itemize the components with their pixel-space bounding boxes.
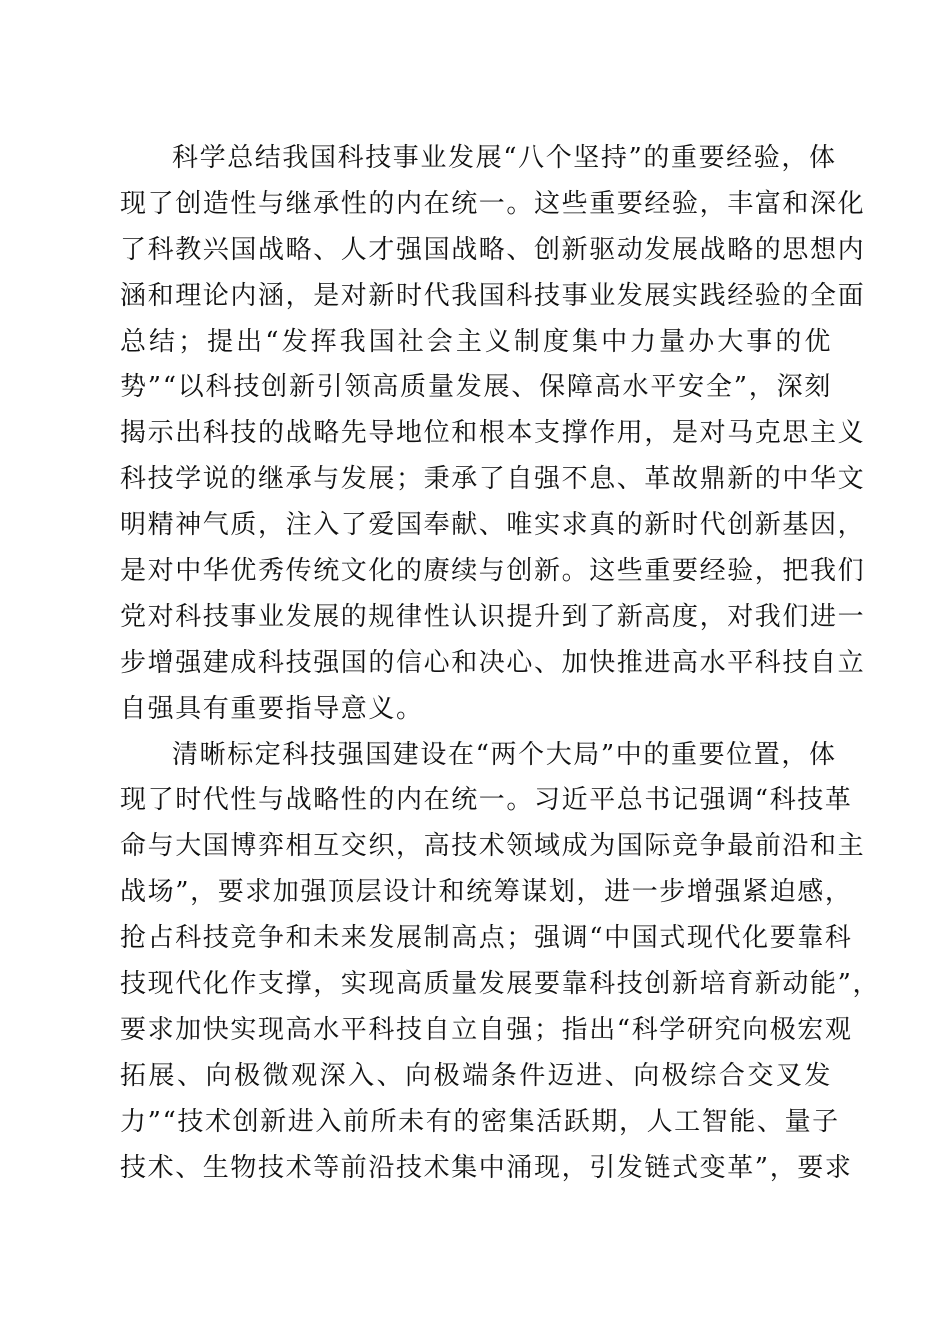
- paragraph-2-line-6: 技现代化作支撑，实现高质量发展要靠科技创新培育新动能”，: [120, 969, 881, 1000]
- paragraph-2-line-8: 拓展、向极微观深入、向极端条件迈进、向极综合交叉发: [120, 1060, 832, 1091]
- paragraph-1-line-9: 明精神气质，注入了爱国奉献、唯实求真的新时代创新基因，: [120, 510, 866, 541]
- paragraph-2-line-9: 力”“技术创新进入前所未有的密集活跃期，人工智能、量子: [120, 1106, 840, 1137]
- paragraph-2-line-2: 现了时代性与战略性的内在统一。习近平总书记强调“科技革: [120, 785, 853, 816]
- paragraph-1-line-13: 自强具有重要指导意义。: [120, 693, 424, 724]
- paragraph-2-line-10: 技术、生物技术等前沿技术集中涌现，引发链式变革”，要求: [120, 1152, 853, 1183]
- paragraph-1-line-2: 现了创造性与继承性的内在统一。这些重要经验，丰富和深化: [120, 188, 866, 219]
- paragraph-1-line-12: 步增强建成科技强国的信心和决心、加快推进高水平科技自立: [120, 647, 866, 678]
- paragraph-1-line-11: 党对科技事业发展的规律性认识提升到了新高度，对我们进一: [120, 601, 866, 632]
- paragraph-2-line-4: 战场”，要求加强顶层设计和统筹谋划，进一步增强紧迫感，: [120, 877, 853, 908]
- paragraph-1-line-5: 总结；提出“发挥我国社会主义制度集中力量办大事的优: [120, 326, 832, 357]
- paragraph-1-line-10: 是对中华优秀传统文化的赓续与创新。这些重要经验，把我们: [120, 556, 866, 587]
- paragraph-1-line-4: 涵和理论内涵，是对新时代我国科技事业发展实践经验的全面: [120, 280, 866, 311]
- paragraph-2-line-5: 抢占科技竞争和未来发展制高点；强调“中国式现代化要靠科: [120, 923, 853, 954]
- paragraph-2-line-1: 清晰标定科技强国建设在“两个大局”中的重要位置，体: [172, 739, 837, 770]
- paragraph-1-line-3: 了科教兴国战略、人才强国战略、创新驱动发展战略的思想内: [120, 234, 866, 265]
- paragraph-2-line-3: 命与大国博弈相互交织，高技术领域成为国际竞争最前沿和主: [120, 831, 866, 862]
- document-body: [120, 136, 881, 1191]
- paragraph-2-line-7: 要求加快实现高水平科技自立自强；指出“科学研究向极宏观: [120, 1014, 853, 1045]
- paragraph-1-line-6: 势”“以科技创新引领高质量发展、保障高水平安全”，深刻: [120, 372, 832, 403]
- paragraph-1-line-7: 揭示出科技的战略先导地位和根本支撑作用，是对马克思主义: [120, 418, 866, 449]
- paragraph-1-line-8: 科技学说的继承与发展；秉承了自强不息、革故鼎新的中华文: [120, 464, 866, 495]
- paragraph-1-line-1: 科学总结我国科技事业发展“八个坚持”的重要经验，体: [172, 143, 837, 173]
